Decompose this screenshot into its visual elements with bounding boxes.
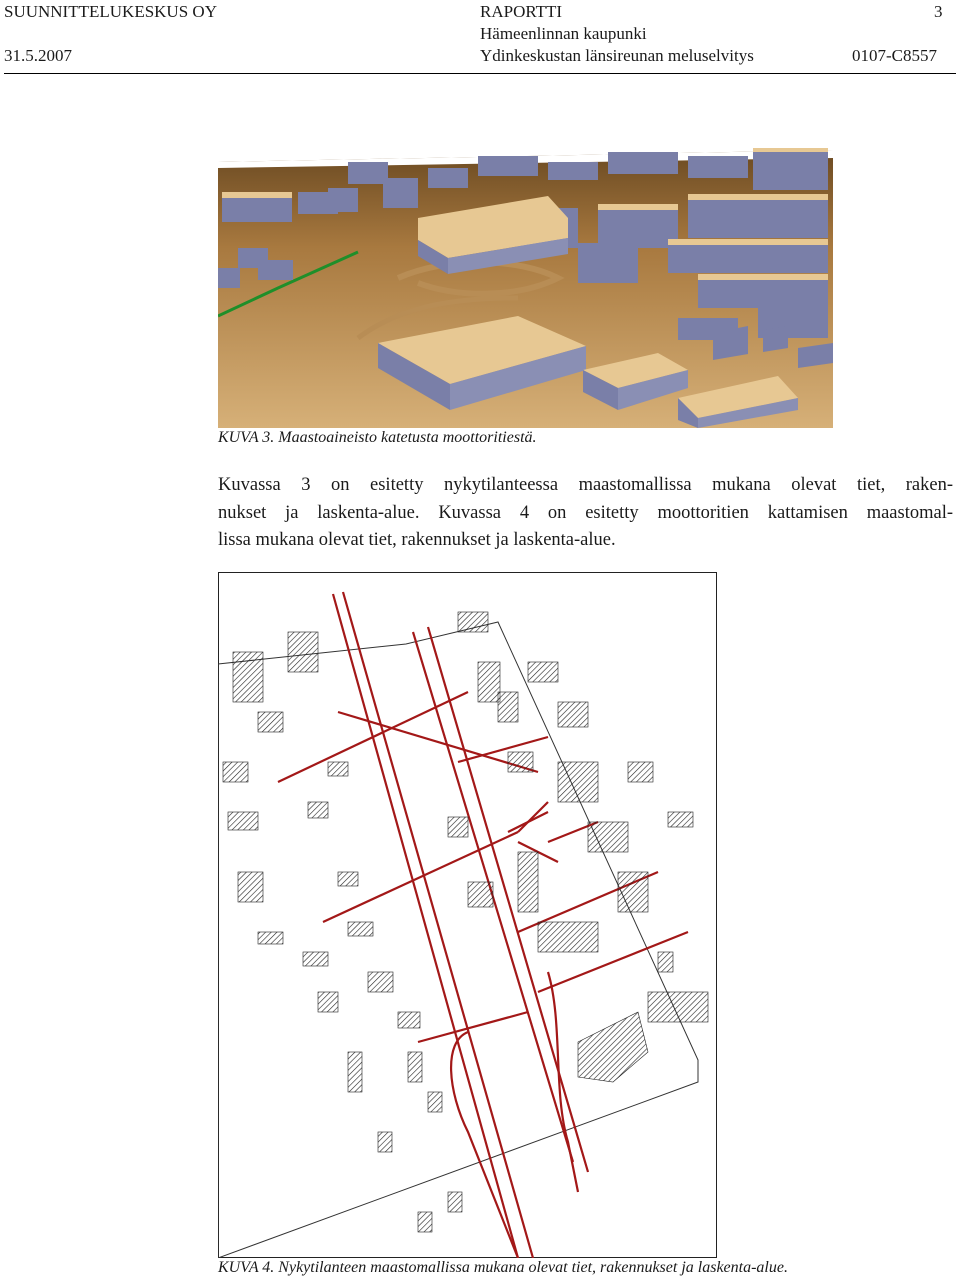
figure3-caption: KUVA 3. Maastoaineisto katetusta moottoritiestä.: [218, 429, 537, 446]
terrain-model-image: [218, 148, 833, 428]
body-line-2: nukset ja laskenta-alue. Kuvassa 4 on esitetty moottoritien kattamisen maastomal-: [218, 502, 953, 523]
header-client: Hämeenlinnan kaupunki: [480, 24, 647, 43]
header-project: Ydinkeskustan länsireunan meluselvitys: [480, 46, 754, 65]
header-doc-type: RAPORTTI: [480, 2, 563, 21]
body-line-1: Kuvassa 3 on esitetty nykytilanteessa maastomallissa mukana olevat tiet, raken-: [218, 475, 953, 495]
header-project-code: 0107-C8557: [852, 46, 937, 65]
header-page-number: 3: [934, 2, 943, 21]
body-paragraph: [218, 472, 953, 555]
plan-map-image: [218, 572, 717, 1258]
header-divider: [4, 73, 956, 74]
figure4-caption: KUVA 4. Nykytilanteen maastomallissa mukana olevat tiet, rakennukset ja laskenta-alue.: [218, 1259, 788, 1276]
header-date: 31.5.2007: [4, 46, 72, 65]
body-line-3: lissa mukana olevat tiet, rakennukset ja laskenta-alue.: [218, 530, 616, 550]
header-company: SUUNNITTELUKESKUS OY: [4, 2, 217, 21]
